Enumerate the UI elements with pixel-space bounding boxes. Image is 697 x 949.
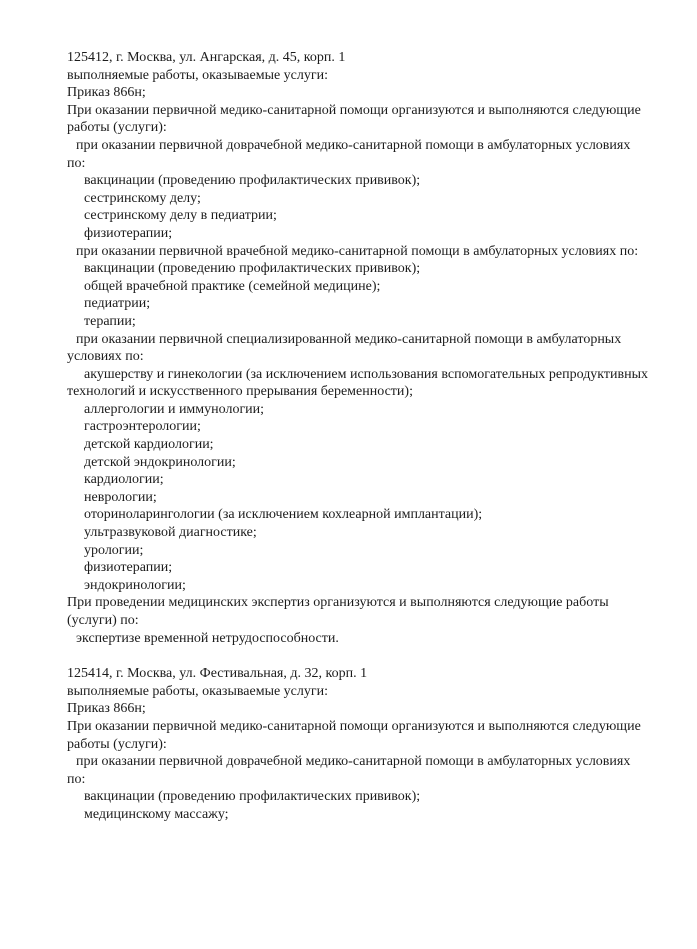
document-line: по:: [67, 155, 86, 171]
document-line: детской эндокринологии;: [84, 454, 236, 470]
document-line: физиотерапии;: [84, 225, 173, 241]
document-line: сестринскому делу в педиатрии;: [84, 208, 277, 224]
document-line: медицинскому массажу;: [84, 806, 229, 822]
document-line: условиях по:: [67, 349, 144, 365]
document-line: детской кардиологии;: [84, 437, 214, 453]
section-address: 125412, г. Москва, ул. Ангарская, д. 45, корп. 1: [67, 50, 346, 65]
document-content: [67, 49, 691, 824]
document-line: терапии;: [84, 313, 136, 329]
document-line: вакцинации (проведению профилактических прививок);: [84, 261, 421, 277]
document-line: ультразвуковой диагностике;: [84, 525, 257, 541]
document-line: кардиологии;: [84, 472, 164, 488]
document-line: аллергологии и иммунологии;: [84, 401, 265, 417]
section-address: 125414, г. Москва, ул. Фестивальная, д. 32, корп. 1: [67, 666, 368, 682]
license-section-1: [67, 49, 691, 647]
document-line: гастроэнтерологии;: [84, 419, 201, 435]
document-line: работы (услуги):: [67, 736, 167, 752]
document-line: неврологии;: [84, 489, 157, 505]
document-line: При оказании первичной медико-санитарной помощи организуются и выполняются следующие: [67, 718, 641, 734]
document-line: выполняемые работы, оказываемые услуги:: [67, 67, 329, 83]
document-line: При оказании первичной медико-санитарной помощи организуются и выполняются следующие: [67, 102, 641, 118]
document-line: работы (услуги):: [67, 120, 167, 136]
document-line: по:: [67, 771, 86, 787]
document-line: сестринскому делу;: [84, 190, 201, 206]
document-line: Приказ 866н;: [67, 85, 146, 101]
document-line: экспертизе временной нетрудоспособности.: [76, 630, 339, 646]
document-line: при оказании первичной специализированной медико-санитарной помощи в амбулаторных: [76, 331, 622, 347]
document-line: эндокринологии;: [84, 577, 186, 593]
document-line: акушерству и гинекологии (за исключением использования вспомогательных репродуктивных: [84, 366, 649, 382]
license-section-2: [67, 665, 691, 823]
document-line: технологий и искусственного прерывания беременности);: [67, 384, 413, 400]
document-line: общей врачебной практике (семейной медицине);: [84, 278, 381, 294]
document-line: При проведении медицинских экспертиз организуются и выполняются следующие работы: [67, 595, 609, 611]
document-line: при оказании первичной доврачебной медико-санитарной помощи в амбулаторных условиях: [76, 137, 631, 153]
document-line: Приказ 866н;: [67, 701, 146, 717]
document-line: оториноларингологии (за исключением кохлеарной имплантации);: [84, 507, 483, 523]
document-line: (услуги) по:: [67, 613, 139, 628]
document-line: урологии;: [84, 542, 144, 558]
document-line: при оказании первичной доврачебной медико-санитарной помощи в амбулаторных условиях: [76, 754, 631, 770]
document-line: при оказании первичной врачебной медико-санитарной помощи в амбулаторных условиях по:: [76, 243, 639, 259]
document-line: физиотерапии;: [84, 560, 173, 576]
document-line: вакцинации (проведению профилактических прививок);: [84, 173, 421, 189]
document-line: выполняемые работы, оказываемые услуги:: [67, 683, 329, 699]
document-line: вакцинации (проведению профилактических прививок);: [84, 789, 421, 805]
document-line: педиатрии;: [84, 296, 151, 312]
